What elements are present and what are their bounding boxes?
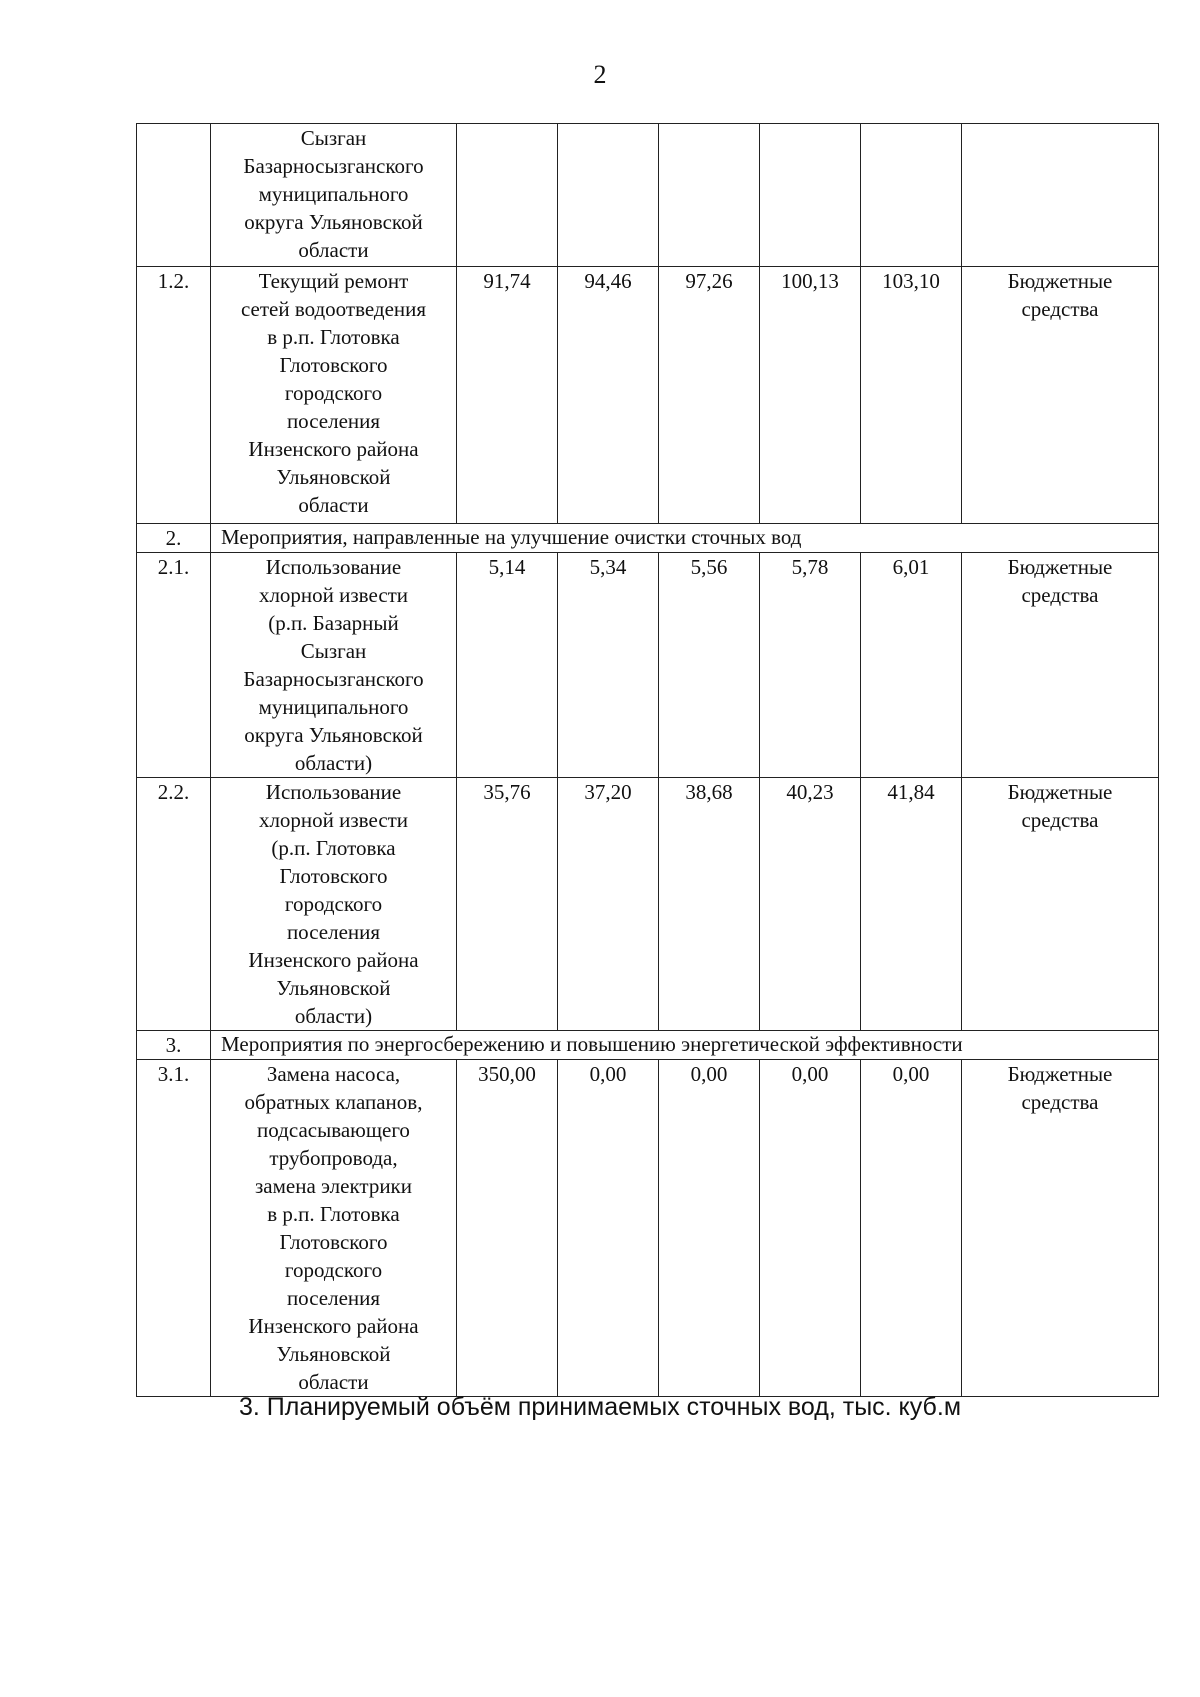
- section-number-cell: 3.: [137, 1031, 211, 1060]
- source-cell: Бюджетные средства: [962, 778, 1159, 1031]
- value-cell: 41,84: [861, 778, 962, 1031]
- value-cell: 0,00: [558, 1060, 659, 1397]
- value-cell: 40,23: [760, 778, 861, 1031]
- value-cell: 5,78: [760, 553, 861, 778]
- value-cell: 5,14: [457, 553, 558, 778]
- value-cell: 103,10: [861, 267, 962, 524]
- table-row: [137, 553, 1159, 778]
- section-row: [137, 1031, 1159, 1060]
- value-cell: [861, 124, 962, 267]
- source-cell: Бюджетные средства: [962, 1060, 1159, 1397]
- value-cell: [659, 124, 760, 267]
- measure-name-cell: Текущий ремонт сетей водоотведения в р.п. Глотовка Глотовского городского поселения Инзенского района Ульяновской области: [211, 267, 457, 524]
- value-cell: 350,00: [457, 1060, 558, 1397]
- row-number-cell: [137, 124, 211, 267]
- row-number-cell: 3.1.: [137, 1060, 211, 1397]
- table-row: [137, 778, 1159, 1031]
- table-row-continued: [137, 124, 1159, 267]
- measures-table: [136, 123, 1159, 1397]
- value-cell: 5,56: [659, 553, 760, 778]
- source-cell: [962, 124, 1159, 267]
- value-cell: 38,68: [659, 778, 760, 1031]
- source-cell: Бюджетные средства: [962, 553, 1159, 778]
- measure-name-cell: Использование хлорной извести (р.п. Базарный Сызган Базарносызганского муниципального округа Ульяновской области): [211, 553, 457, 778]
- measure-name-cell: Сызган Базарносызганского муниципального округа Ульяновской области: [211, 124, 457, 267]
- value-cell: 100,13: [760, 267, 861, 524]
- section-row: [137, 524, 1159, 553]
- measure-name-cell: Замена насоса, обратных клапанов, подсасывающего трубопровода, замена электрики в р.п. Глотовка Глотовского городского поселения Инзенского района Ульяновской области: [211, 1060, 457, 1397]
- table-row: [137, 1060, 1159, 1397]
- value-cell: 37,20: [558, 778, 659, 1031]
- value-cell: [457, 124, 558, 267]
- page-number: 2: [593, 60, 607, 89]
- row-number-cell: 2.2.: [137, 778, 211, 1031]
- measure-name-cell: Использование хлорной извести (р.п. Глотовка Глотовского городского поселения Инзенского района Ульяновской области): [211, 778, 457, 1031]
- value-cell: 97,26: [659, 267, 760, 524]
- section-number-cell: 2.: [137, 524, 211, 553]
- value-cell: 91,74: [457, 267, 558, 524]
- value-cell: 6,01: [861, 553, 962, 778]
- value-cell: 5,34: [558, 553, 659, 778]
- value-cell: [558, 124, 659, 267]
- value-cell: 0,00: [861, 1060, 962, 1397]
- table-row: [137, 267, 1159, 524]
- row-number-cell: 1.2.: [137, 267, 211, 524]
- value-cell: [760, 124, 861, 267]
- value-cell: 35,76: [457, 778, 558, 1031]
- value-cell: 0,00: [659, 1060, 760, 1397]
- value-cell: 0,00: [760, 1060, 861, 1397]
- value-cell: 94,46: [558, 267, 659, 524]
- section-title-cell: Мероприятия по энергосбережению и повышению энергетической эффективности: [211, 1031, 1159, 1060]
- source-cell: Бюджетные средства: [962, 267, 1159, 524]
- section-heading: 3. Планируемый объём принимаемых сточных вод, тыс. куб.м: [238, 1393, 962, 1421]
- row-number-cell: 2.1.: [137, 553, 211, 778]
- section-title-cell: Мероприятия, направленные на улучшение очистки сточных вод: [211, 524, 1159, 553]
